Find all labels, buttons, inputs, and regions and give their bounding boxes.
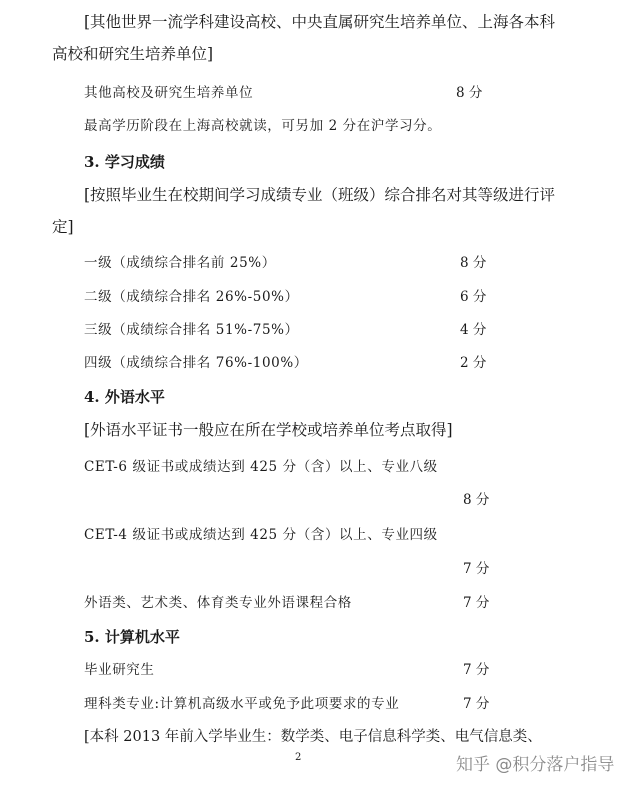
level-2-points: 6 分: [460, 289, 487, 305]
level-1-label: 一级（成绩综合排名前 25%）: [84, 255, 276, 271]
section-3-title: 3. 学习成绩: [84, 153, 165, 171]
section-3-note-line-2: 定]: [52, 218, 74, 236]
grad-label: 毕业研究生: [84, 662, 155, 678]
level-3-label: 三级（成绩综合排名 51%-75%）: [84, 322, 299, 338]
page-number: 2: [295, 752, 302, 763]
cet6-label: CET-6 级证书或成绩达到 425 分（含）以上、专业八级: [84, 459, 438, 475]
level-4-label: 四级（成绩综合排名 76%-100%）: [84, 355, 308, 371]
level-1-points: 8 分: [460, 255, 487, 271]
watermark: 知乎 @积分落户指导: [456, 755, 615, 775]
other-univ-label: 其他高校及研究生培养单位: [84, 85, 254, 101]
category-line-2: 高校和研究生培养单位]: [52, 45, 214, 63]
shanghai-note: 最高学历阶段在上海高校就读，可另加 2 分在沪学习分。: [84, 118, 442, 134]
category-line-1: [其他世界一流学科建设高校、中央直属研究生培养单位、上海各本科: [84, 13, 556, 31]
section-5-title: 5. 计算机水平: [84, 628, 180, 646]
cet4-points: 7 分: [463, 561, 490, 577]
level-3-points: 4 分: [460, 322, 487, 338]
sci-points: 7 分: [463, 696, 490, 712]
cet6-points: 8 分: [463, 492, 490, 508]
section-5-note: [本科 2013 年前入学毕业生：数学类、电子信息科学类、电气信息类、: [84, 729, 542, 745]
other-univ-points: 8 分: [456, 85, 483, 101]
arts-label: 外语类、艺术类、体育类专业外语课程合格: [84, 595, 352, 611]
cet4-label: CET-4 级证书或成绩达到 425 分（含）以上、专业四级: [84, 527, 438, 543]
level-4-points: 2 分: [460, 355, 487, 371]
arts-points: 7 分: [463, 595, 490, 611]
section-3-note-line-1: [按照毕业生在校期间学习成绩专业（班级）综合排名对其等级进行评: [84, 186, 556, 204]
section-4-note: [外语水平证书一般应在所在学校或培养单位考点取得]: [84, 421, 453, 439]
level-2-label: 二级（成绩综合排名 26%-50%）: [84, 289, 299, 305]
section-4-title: 4. 外语水平: [84, 388, 165, 406]
sci-label: 理科类专业:计算机高级水平或免予此项要求的专业: [84, 696, 400, 712]
grad-points: 7 分: [463, 662, 490, 678]
